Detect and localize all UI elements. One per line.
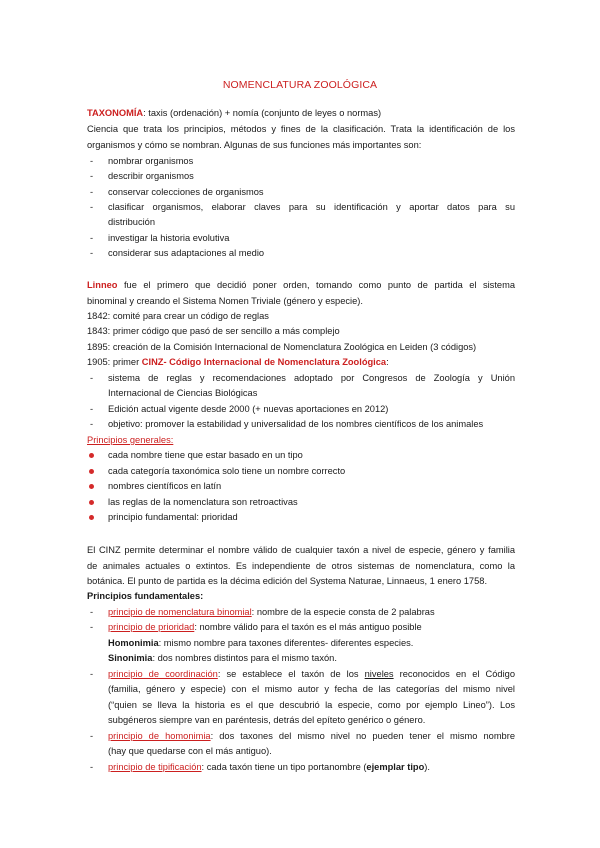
history-1843: 1843: primer código que pasó de ser sencillo a más complejo bbox=[87, 326, 340, 336]
history-1842: 1842: comité para crear un código de reglas bbox=[87, 311, 269, 321]
homonimia-line bbox=[108, 637, 515, 649]
niveles-word: niveles bbox=[364, 669, 394, 679]
list-item: principio fundamental: prioridad bbox=[108, 512, 238, 522]
list-item: describir organismos bbox=[108, 171, 194, 181]
linneo-line-2: binominal y creando el Sistema Nomen Triviale (género y especie). bbox=[87, 296, 363, 306]
list-dash: - bbox=[90, 171, 94, 181]
list-dash: - bbox=[90, 731, 94, 741]
cinz-paragraph-3: botánica. El punto de partida es la décima edición del Systema Naturae, Linnaeus, 1 enero 1758. bbox=[87, 576, 488, 586]
list-item: sistema de reglas y recomendaciones adoptado por Congresos de Zoología y Unión bbox=[108, 373, 515, 383]
taxonomia-label: TAXONOMÍA bbox=[87, 108, 144, 118]
list-dash: - bbox=[90, 187, 94, 197]
tipificacion-end: ). bbox=[424, 762, 430, 772]
list-item: cada nombre tiene que estar basado en un tipo bbox=[108, 450, 303, 460]
linneo-line-1 bbox=[87, 279, 515, 291]
history-1895: 1895: creación de la Comisión Internacional de Nomenclatura Zoológica en Leiden (3 códigos) bbox=[87, 342, 477, 352]
page-title: NOMENCLATURA ZOOLÓGICA bbox=[222, 79, 378, 91]
coordinacion-line-2: (familia, género y especie) con el mismo autor y fecha de las categorías del mismo nivel bbox=[108, 684, 515, 694]
list-dash: - bbox=[90, 373, 94, 383]
homonimia-principle-label: principio de homonimia bbox=[108, 731, 211, 741]
coordinacion-line-4: subgéneros siempre van en paréntesis, detrás del epíteto genérico o género. bbox=[108, 715, 426, 725]
homonimia-label: Homonimia bbox=[108, 638, 159, 648]
bullet-icon bbox=[89, 500, 94, 505]
prioridad-text: : nombre válido para el taxón es el más antiguo posible bbox=[194, 622, 422, 632]
cinz-paragraph-1: El CINZ permite determinar el nombre válido de cualquier taxón a nivel de especie, género y familia bbox=[87, 545, 515, 555]
list-dash: - bbox=[90, 248, 94, 258]
list-dash: - bbox=[90, 202, 94, 212]
principios-fundamentales-heading: Principios fundamentales: bbox=[87, 591, 204, 601]
taxonomia-paragraph-1: Ciencia que trata los principios, métodos y fines de la clasificación. Trata la identificación de los bbox=[87, 124, 515, 134]
list-item: conservar colecciones de organismos bbox=[108, 187, 264, 197]
linneo-name: Linneo bbox=[87, 280, 118, 290]
homonimia-principle-line-2: (hay que quedarse con el más antiguo). bbox=[108, 746, 272, 756]
prioridad-label: principio de prioridad bbox=[108, 622, 195, 632]
history-1905-colon: : bbox=[386, 357, 389, 367]
coordinacion-label: principio de coordinación bbox=[108, 669, 218, 679]
list-dash: - bbox=[90, 669, 94, 679]
sinonimia-line bbox=[108, 652, 515, 664]
bullet-icon bbox=[89, 469, 94, 474]
list-dash: - bbox=[90, 419, 94, 429]
list-item-continuation: distribución bbox=[108, 217, 156, 227]
bullet-icon bbox=[89, 453, 94, 458]
binomial-label: principio de nomenclatura binomial bbox=[108, 607, 252, 617]
tipificacion-text: : cada taxón tiene un tipo portanombre ( bbox=[201, 762, 367, 772]
list-item bbox=[108, 730, 515, 742]
bullet-icon bbox=[89, 484, 94, 489]
cinz-paragraph-2: de animales actuales o extintos. Es independiente de otros sistemas de nomenclatura, como la bbox=[87, 561, 515, 571]
taxonomia-definition bbox=[87, 107, 515, 119]
binomial-text: : nombre de la especie consta de 2 palabras bbox=[251, 607, 435, 617]
list-dash: - bbox=[90, 156, 94, 166]
coordinacion-text-2: reconocidos en el Código bbox=[393, 669, 515, 679]
list-item bbox=[108, 621, 515, 633]
list-item: nombrar organismos bbox=[108, 156, 194, 166]
coordinacion-line-3: (“quien se lleva la historia es el que descubrió la especie, como por ejemplo Lineo”). Los bbox=[108, 700, 515, 710]
cinz-name: CINZ- Código Internacional de Nomenclatura Zoológica bbox=[141, 357, 387, 367]
homonimia-text: : mismo nombre para taxones diferentes- diferentes especies. bbox=[158, 638, 414, 648]
ejemplar-tipo: ejemplar tipo bbox=[366, 762, 425, 772]
tipificacion-label: principio de tipificación bbox=[108, 762, 202, 772]
list-dash: - bbox=[90, 607, 94, 617]
list-dash: - bbox=[90, 404, 94, 414]
list-item: Edición actual vigente desde 2000 (+ nuevas aportaciones en 2012) bbox=[108, 404, 389, 414]
taxonomia-def: : taxis (ordenación) + nomía (conjunto de leyes o normas) bbox=[143, 108, 382, 118]
sinonimia-label: Sinonimia bbox=[108, 653, 153, 663]
history-1905-text: 1905: primer bbox=[87, 357, 142, 367]
bullet-icon bbox=[89, 515, 94, 520]
history-1905 bbox=[87, 356, 515, 368]
list-dash: - bbox=[90, 233, 94, 243]
homonimia-principle-text: : dos taxones del mismo nivel no pueden tener el mismo nombre bbox=[210, 731, 515, 741]
list-item: cada categoría taxonómica solo tiene un nombre correcto bbox=[108, 466, 346, 476]
sinonimia-text: : dos nombres distintos para el mismo taxón. bbox=[152, 653, 337, 663]
linneo-text: fue el primero que decidió poner orden, tomando como punto de partida el sistema bbox=[117, 280, 515, 290]
list-item: nombres científicos en latín bbox=[108, 481, 222, 491]
list-item bbox=[108, 761, 515, 773]
list-item: considerar sus adaptaciones al medio bbox=[108, 248, 265, 258]
coordinacion-text: : se establece el taxón de los bbox=[217, 669, 365, 679]
taxonomia-paragraph-2: organismos y cómo se nombran. Algunas de sus funciones más importantes son: bbox=[87, 140, 422, 150]
list-item bbox=[108, 668, 515, 680]
list-item: las reglas de la nomenclatura son retroactivas bbox=[108, 497, 298, 507]
list-item: investigar la historia evolutiva bbox=[108, 233, 230, 243]
list-item bbox=[108, 606, 515, 618]
list-item: objetivo: promover la estabilidad y universalidad de los nombres científicos de los animales bbox=[108, 419, 484, 429]
list-item: clasificar organismos, elaborar claves para su identificación y aportar datos para su bbox=[108, 202, 515, 212]
list-dash: - bbox=[90, 762, 94, 772]
list-dash: - bbox=[90, 622, 94, 632]
principios-generales-heading: Principios generales: bbox=[87, 435, 174, 445]
list-item-continuation: Internacional de Ciencias Biológicas bbox=[108, 388, 258, 398]
